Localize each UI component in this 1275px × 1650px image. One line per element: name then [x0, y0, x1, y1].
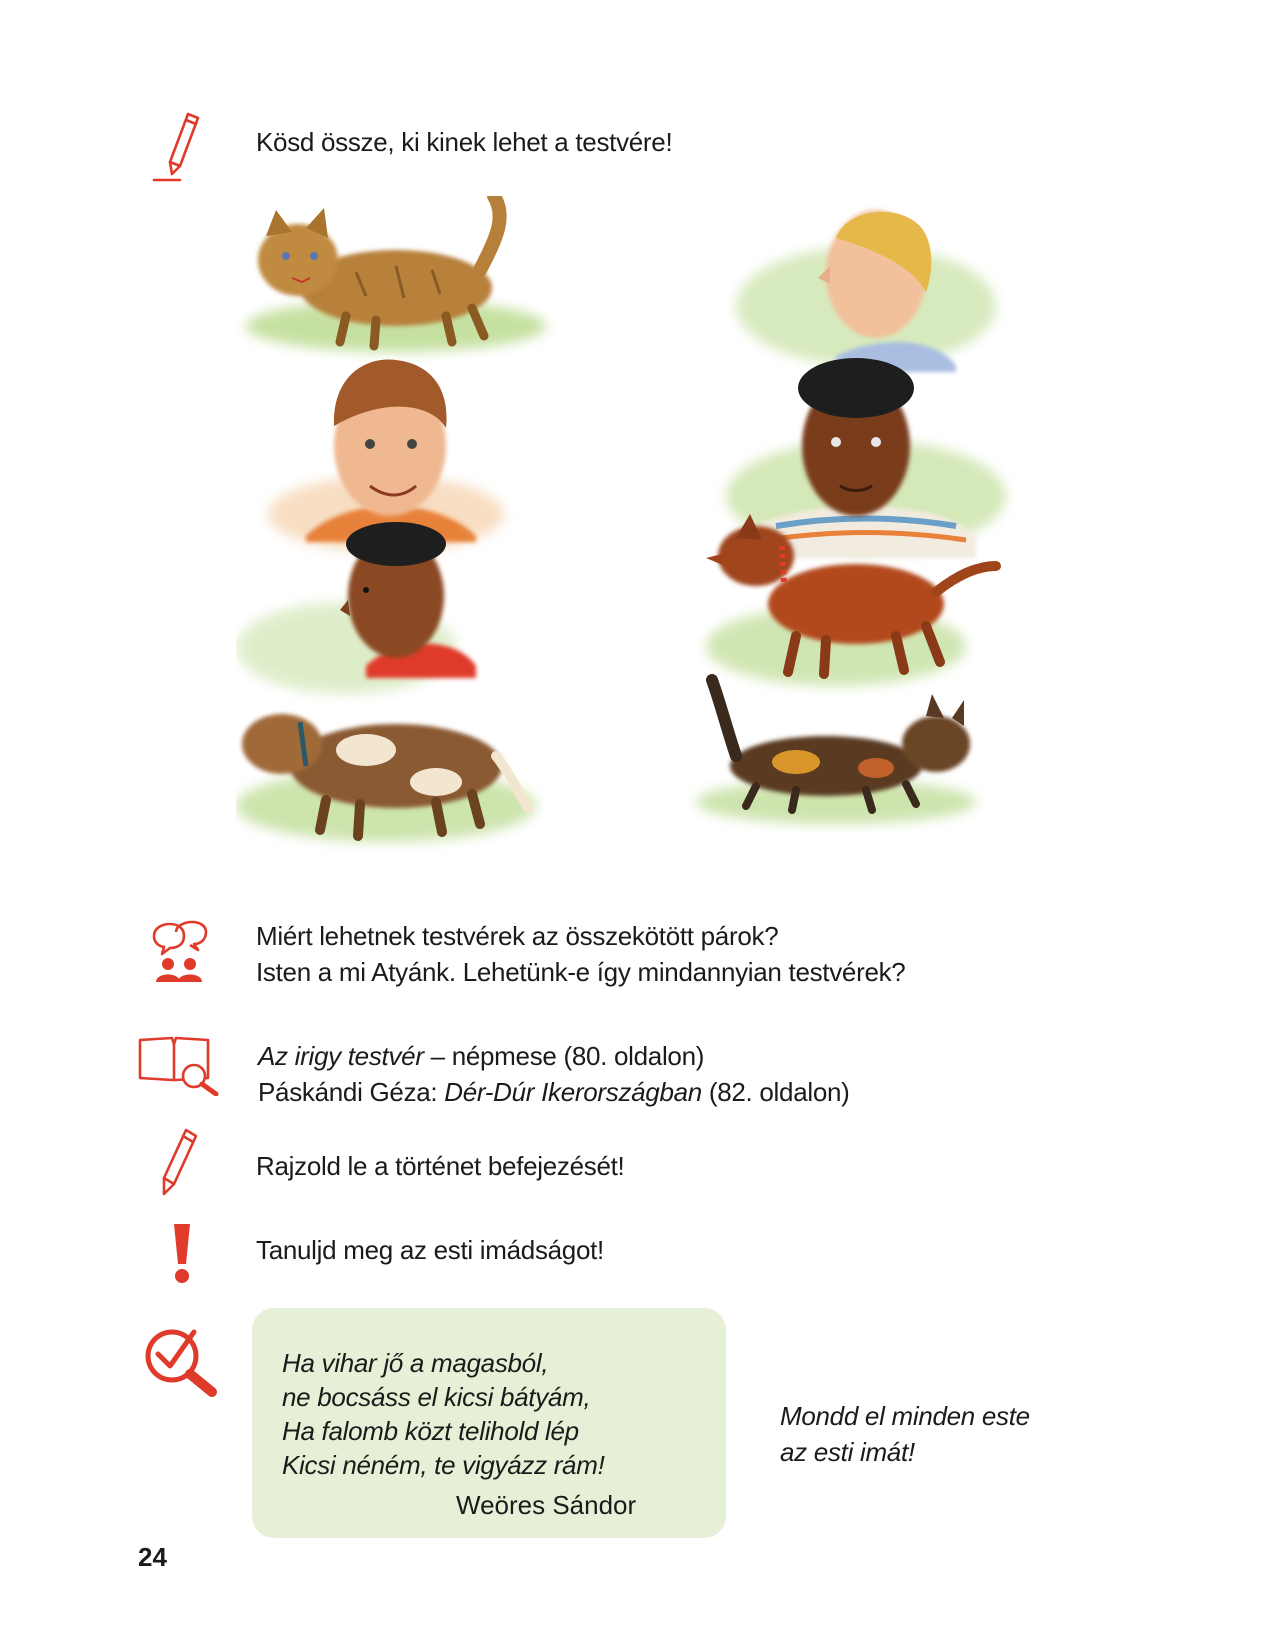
reading-2 [258, 1074, 850, 1110]
pencil-icon [160, 1126, 200, 1198]
poem [282, 1346, 605, 1482]
reading-2-rest: (82. oldalon) [701, 1077, 850, 1107]
illustration-siblings [236, 196, 1026, 872]
book-magnifier-icon [136, 1034, 222, 1096]
task-reading [258, 1038, 850, 1110]
poem-line-1: Ha vihar jő a magasból, [282, 1348, 549, 1378]
cat-illustration [246, 196, 546, 352]
reading-2-author: Páskándi Géza: [258, 1077, 445, 1107]
question-2-text: Isten a mi Atyánk. Lehetünk-e így mindannyian testvérek? [256, 957, 906, 987]
spotted-dog-illustration [236, 714, 536, 842]
side-note-line-1: Mondd el minden este [780, 1401, 1030, 1431]
reading-1-title: Az irigy testvér [258, 1041, 424, 1071]
page-number: 24 [138, 1542, 167, 1572]
reading-1 [258, 1038, 850, 1074]
tortoiseshell-cat-illustration [696, 680, 976, 824]
reading-2-title: Dér-Dúr Ikerországban [444, 1077, 702, 1107]
task-connect [256, 124, 672, 160]
draw-text: Rajzold le a történet befejezését! [256, 1151, 625, 1181]
side-note-line-2: az esti imát! [780, 1437, 915, 1467]
poem-line-4: Kicsi néném, te vigyázz rám! [282, 1450, 605, 1480]
task-draw [256, 1148, 624, 1184]
learn-text: Tanuljd meg az esti imádságot! [256, 1235, 604, 1265]
task-learn [256, 1232, 604, 1268]
blond-boy-illustration [736, 210, 996, 372]
reading-1-rest: – népmese (80. oldalon) [423, 1041, 705, 1071]
side-note [780, 1398, 1030, 1470]
discussion-icon [148, 920, 212, 984]
question-1-text: Miért lehetnek testvérek az összekötött párok? [256, 921, 779, 951]
exclamation-icon [170, 1222, 194, 1286]
curly-haired-boy-illustration [236, 522, 476, 694]
task-questions [256, 918, 905, 990]
task-connect-text: Kösd össze, ki kinek lehet a testvére! [256, 127, 673, 157]
pencil-icon [150, 108, 206, 184]
poem-line-2: ne bocsáss el kicsi bátyám, [282, 1382, 591, 1412]
check-magnifier-icon [142, 1326, 218, 1398]
poem-line-3: Ha falomb közt telihold lép [282, 1416, 579, 1446]
poem-author: Weöres Sándor [456, 1490, 637, 1520]
